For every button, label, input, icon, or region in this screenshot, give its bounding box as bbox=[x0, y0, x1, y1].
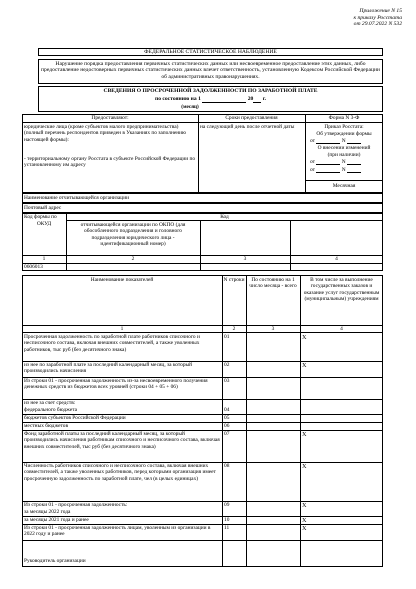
code-num-2: 2 bbox=[131, 256, 135, 262]
head-line: N строки bbox=[223, 277, 245, 283]
report-date-prefix: по состоянию на 1 bbox=[154, 96, 201, 102]
provider-text2: - территориальному органу Росстата в субъекте Российской Федерации по установленному им адресу bbox=[24, 156, 196, 169]
head-of-organization-label: Руководитель организации bbox=[24, 558, 86, 564]
table-row-02-line: 02 bbox=[224, 362, 230, 368]
order-changes: О внесении изменений bbox=[317, 145, 371, 151]
warning-text: Нарушение порядка предоставления первичных статистических данных или несвоевременное предоставление этих данных, либо предоставление недостоверных первичных статистических данных влечет ответственность, установленную Кодексом Российской Федерации об административных правонарушениях. bbox=[41, 60, 380, 80]
order-line1: от N bbox=[310, 138, 383, 144]
table-row-06-line: 06 bbox=[224, 423, 230, 429]
table-row-02-name: из нее по заработной плате за последний календарный месяц, за который производились начисления bbox=[24, 362, 193, 375]
table-row-04-name: из нее за счет средств: bbox=[24, 400, 76, 406]
corner-note-line2: к приказу Росстата bbox=[353, 14, 402, 21]
corner-note bbox=[354, 8, 403, 28]
table-row-01-line: 01 bbox=[224, 334, 230, 340]
form-code-label: Код формы по bbox=[24, 214, 57, 220]
report-date-suffix: г. bbox=[262, 96, 267, 102]
col-num-3: 3 bbox=[271, 325, 275, 332]
table-row-09-name: Из строки 01 - просроченная задолженность: bbox=[24, 502, 128, 508]
form-code-value: 0606013 bbox=[24, 264, 43, 270]
address-row bbox=[22, 203, 383, 213]
address-label: Почтовый адрес bbox=[24, 204, 62, 211]
table-row-07-name: Фонд заработной платы за последний календарный месяц, за который производились начисления работникам списочного и несписочного состава, включая внешних совместителей, тыс руб (без десятичного знака) bbox=[24, 431, 220, 450]
report-date-line bbox=[38, 96, 383, 103]
head-total: По состоянию на 1 число месяца - всего bbox=[249, 277, 297, 290]
order-title: Приказ Росстата: bbox=[324, 124, 364, 130]
table-row-07-line: 07 bbox=[224, 431, 230, 437]
org-name-label: Наименование отчитывающейся организации bbox=[24, 194, 129, 201]
table-row-10-name: за месяцы 2021 года и ранее bbox=[24, 517, 89, 523]
code-num-3: 3 bbox=[243, 256, 247, 262]
col-num-1: 1 bbox=[120, 325, 124, 332]
banner-title: ФЕДЕРАЛЬНОЕ СТАТИСТИЧЕСКОЕ НАБЛЮДЕНИЕ bbox=[144, 48, 277, 55]
provider-text: юридические лица (кроме субъектов малого предпринимательства) (полный перечень респондентов приведен в Указаниях по заполнению настоящей формы): bbox=[24, 124, 187, 143]
code-num-4: 4 bbox=[335, 256, 338, 262]
deadline-text: на следующий день после отчетной даты bbox=[200, 124, 295, 130]
table-row-11-line: 11 bbox=[224, 525, 230, 531]
table-row-11-name: Из строки 01 - просроченная задолженность лицам, уволенным из организации в 2022 году и ранее bbox=[24, 525, 211, 538]
order-line2: от N bbox=[310, 159, 383, 165]
table-row-10-x: X bbox=[302, 517, 307, 524]
table-row-03-line: 03 bbox=[224, 378, 230, 384]
col-num-4: 4 bbox=[340, 325, 343, 332]
table-row-09-name2: за месяцы 2022 года bbox=[24, 509, 71, 515]
order-approval: Об утверждении формы bbox=[316, 131, 372, 137]
head-state: В том числе за выполнение государственных заказов и оказание услуг государственным (муниципальным) учреждениям bbox=[303, 277, 380, 302]
table-row-08-line: 08 bbox=[224, 463, 230, 469]
table-row-05-name: бюджетов субъектов Российской Федерации bbox=[24, 415, 126, 421]
col-deadline: Сроки предоставления bbox=[225, 115, 278, 121]
table-row-01-name: Просроченная задолженность по заработной плате работников списочного и несписочного состава, включая внешних совместителей, а также уволенных работников, тыс руб (без десятичного знака) bbox=[24, 334, 200, 353]
table-row-08-name: Численность работников списочного и несписочного состава, включая внешних совместителей, а также уволенных работников, перед которыми организация имеет просроченную задолженность по заработной плате, чел (в целых единицах) bbox=[24, 463, 216, 482]
okud-label: ОКУД bbox=[36, 221, 52, 227]
table-row-10-line: 10 bbox=[224, 517, 230, 523]
table-row-04-line: 04 bbox=[224, 407, 230, 413]
table-row-01-x: X bbox=[302, 334, 307, 341]
table-row-03-name: Из строки 01 - просроченная задолженность из-за несвоевременного получения денежных средств из бюджетов всех уровней (строки 04 + 05 + 06) bbox=[24, 378, 208, 391]
table-row-05-line: 05 bbox=[224, 415, 230, 421]
table-row-04-name2: федерального бюджета bbox=[24, 407, 78, 413]
col-provider: Предоставляют: bbox=[91, 115, 129, 121]
corner-note-line1: Приложение N 15 bbox=[359, 8, 402, 14]
month-label: (месяц) bbox=[181, 104, 199, 110]
order-if-any: (при наличии) bbox=[327, 152, 361, 158]
report-date-year: 20 bbox=[247, 96, 254, 102]
periodicity: Месячная bbox=[332, 183, 356, 189]
table-row-09-x: X bbox=[302, 502, 307, 509]
order-line3: от N bbox=[310, 167, 383, 173]
report-title: СВЕДЕНИЯ О ПРОСРОЧЕННОЙ ЗАДОЛЖЕННОСТИ ПО ЗАРАБОТНОЙ ПЛАТЕ bbox=[103, 88, 318, 94]
corner-note-line3: от 29.07.2022 N 532 bbox=[353, 21, 402, 28]
table-row-09-line: 09 bbox=[224, 502, 230, 508]
code-label: Код bbox=[220, 214, 229, 220]
okpo-text: отчитывающейся организации по ОКПО (для обособленного подразделения и головного подразделения юридического лица - идентификационный номер) bbox=[80, 222, 186, 247]
head-name: Наименование показателей bbox=[90, 277, 154, 283]
table-row-06-name: местных бюджетов bbox=[24, 423, 69, 429]
table-row-11-x: X bbox=[302, 525, 307, 532]
month-blank[interactable] bbox=[202, 102, 246, 103]
table-row-02-x: X bbox=[302, 362, 307, 369]
code-num-1: 1 bbox=[42, 256, 46, 262]
col-num-2: 2 bbox=[232, 325, 236, 332]
table-row-07-x: X bbox=[302, 431, 307, 438]
col-form: Форма N 3-Ф bbox=[328, 115, 360, 121]
year-blank[interactable] bbox=[253, 102, 261, 103]
table-row-08-x: X bbox=[302, 463, 307, 470]
